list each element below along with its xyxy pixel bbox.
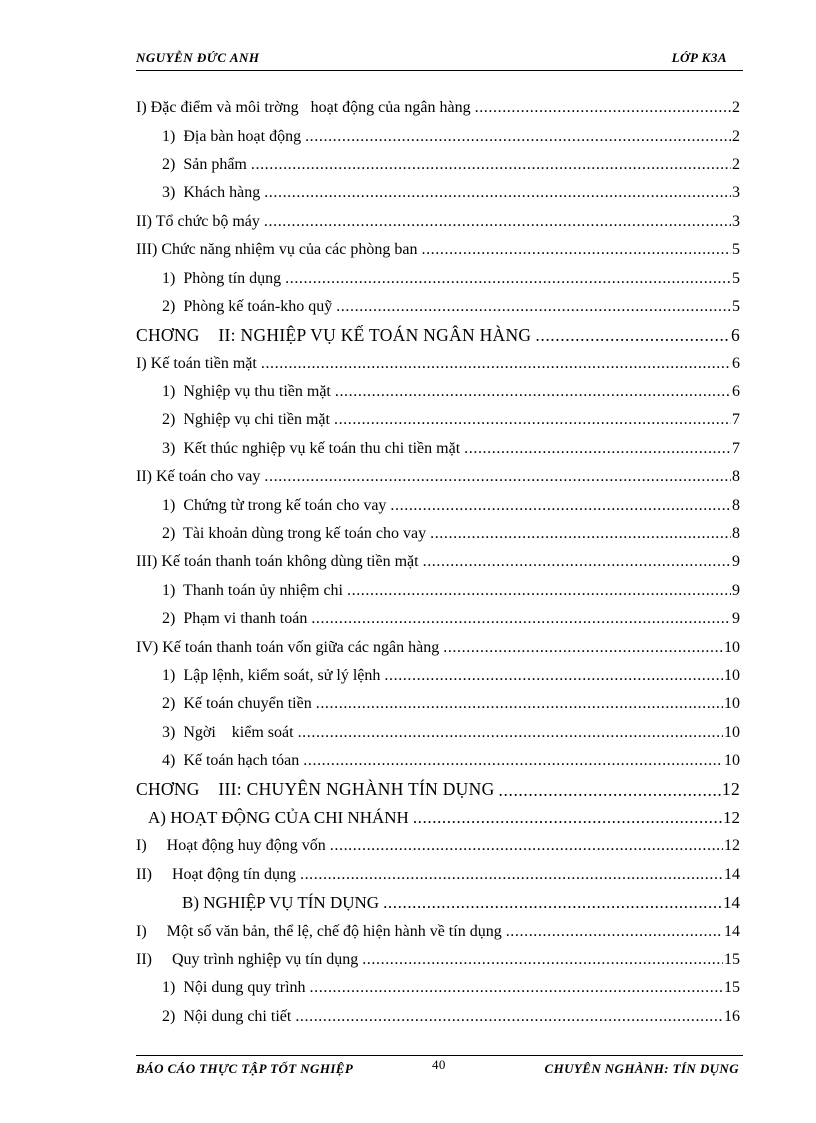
toc-entry (136, 520, 740, 548)
toc-entry-page: 6 (732, 354, 740, 372)
toc-entry-title: II) Quy trình nghiệp vụ tín dụng (136, 950, 359, 968)
toc-entry-page: 10 (724, 752, 740, 770)
toc-entry (136, 1003, 740, 1031)
toc-dot-leader (347, 581, 731, 601)
toc-entry (136, 321, 740, 349)
toc-entry-page: 2 (732, 99, 740, 117)
toc-entry-page: 8 (732, 496, 740, 514)
toc-entry (136, 804, 740, 832)
toc-dot-leader (535, 325, 730, 345)
toc-entry-title: 2) Nội dung chi tiết (162, 1007, 292, 1025)
toc-dot-leader (464, 439, 731, 459)
toc-entry (136, 747, 740, 775)
toc-dot-leader (413, 808, 722, 828)
toc-entry-title: I) Kế toán tiền mặt (136, 354, 257, 372)
toc-entry-title: 2) Phòng kế toán-kho quỹ (162, 297, 333, 315)
toc-dot-leader (311, 609, 731, 629)
toc-dot-leader (390, 496, 731, 516)
toc-entry-page: 16 (724, 1007, 740, 1025)
toc-entry (136, 293, 740, 321)
toc-entry-page: 10 (724, 723, 740, 741)
toc-entry-page: 10 (724, 695, 740, 713)
toc-entry (136, 889, 740, 917)
toc-entry-title: 2) Kế toán chuyển tiền (162, 695, 312, 713)
toc-entry-title: 1) Nghiệp vụ thu tiền mặt (162, 383, 331, 401)
toc-dot-leader (334, 410, 731, 430)
toc-entry-page: 8 (732, 468, 740, 486)
toc-entry-page: 6 (732, 383, 740, 401)
toc-entry-title: 2) Sản phẩm (162, 155, 247, 173)
toc-dot-leader (251, 155, 731, 175)
toc-dot-leader (475, 98, 731, 118)
toc-entry-page: 9 (732, 553, 740, 571)
toc-dot-leader (362, 950, 723, 970)
toc-entry-page: 9 (732, 610, 740, 628)
toc-entry-page: 10 (724, 667, 740, 684)
toc-entry (136, 917, 740, 945)
toc-entry-page: 15 (724, 950, 740, 968)
toc-entry (136, 122, 740, 150)
toc-dot-leader (298, 723, 723, 743)
page-header (136, 48, 743, 71)
toc-entry-title: 1) Chứng từ trong kế toán cho vay (162, 496, 387, 514)
toc-dot-leader (443, 638, 723, 658)
toc-entry-page: 7 (732, 439, 740, 457)
toc-entry (136, 264, 740, 292)
toc-dot-leader (310, 978, 723, 998)
toc-dot-leader (335, 382, 731, 402)
toc-dot-leader (264, 467, 731, 487)
toc-entry-page: 5 (732, 297, 740, 315)
toc-entry (136, 406, 740, 434)
toc-entry (136, 94, 740, 122)
toc-entry-title: III) Chức năng nhiệm vụ của các phòng ban (136, 241, 418, 259)
toc-entry-page: 15 (724, 979, 740, 997)
toc-entry (136, 719, 740, 747)
toc-entry-title: 1) Lập lệnh, kiểm soát, sử lý lệnh (162, 667, 381, 684)
toc-entry-title: 3) Ngời kiểm soát (162, 723, 294, 741)
toc-entry (136, 775, 740, 803)
toc-entry-page: 10 (724, 638, 740, 656)
toc-entry (136, 491, 740, 519)
toc-entry-page: 2 (732, 127, 740, 145)
toc-dot-leader (499, 780, 721, 800)
toc-entry-page: 14 (723, 893, 740, 913)
toc-entry (136, 605, 740, 633)
page-footer (136, 1055, 743, 1078)
toc-entry-title: 3) Khách hàng (162, 184, 261, 202)
footer-report-title: BÁO CÁO THỰC TẬP TỐT NGHIỆP (136, 1061, 354, 1076)
toc-entry-page: 5 (732, 269, 740, 287)
toc-entry-title: A) HOẠT ĐỘNG CỦA CHI NHÁNH (148, 807, 409, 827)
toc-entry-title: I) Đặc điểm và môi trờng hoạt động của ngân hàng (136, 99, 471, 117)
toc-entry-title: CHƠNG III: CHUYÊN NGHÀNH TÍN DỤNG (136, 779, 495, 800)
toc-entry-page: 3 (732, 212, 740, 230)
toc-entry-page: 7 (732, 411, 740, 429)
toc-entry-page: 2 (732, 155, 740, 173)
toc-entry-title: 2) Tài khoản dùng trong kế toán cho vay (162, 525, 427, 543)
toc-entry-title: 1) Phòng tín dụng (162, 269, 282, 287)
toc-entry (136, 463, 740, 491)
toc-dot-leader (264, 212, 731, 232)
toc-entry-title: I) Hoạt động huy động vốn (136, 837, 326, 855)
toc-entry-page: 12 (724, 837, 740, 855)
toc-entry (136, 577, 740, 605)
toc-entry (136, 435, 740, 463)
toc-entry (136, 236, 740, 264)
toc-entry-title: 1) Nội dung quy trình (162, 979, 306, 997)
toc-entry-page: 12 (721, 779, 740, 800)
toc-entry-title: 3) Kết thúc nghiệp vụ kế toán thu chi tiền mặt (162, 439, 461, 457)
header-class: LỚP K3A (671, 50, 727, 65)
toc-entry-title: B) NGHIỆP VỤ TÍN DỤNG (148, 893, 380, 913)
toc-entry-title: 2) Phạm vi thanh toán (162, 610, 308, 628)
toc-entry-title: II) Kế toán cho vay (136, 468, 261, 486)
toc-entry-title: 2) Nghiệp vụ chi tiền mặt (162, 411, 330, 429)
toc-entry-title: II) Hoạt động tín dụng (136, 865, 296, 883)
toc-entry (136, 633, 740, 661)
footer-major: CHUYÊN NGHÀNH: TÍN DỤNG (544, 1061, 739, 1076)
toc-dot-leader (506, 922, 723, 942)
toc-entry (136, 662, 740, 690)
toc-entry (136, 350, 740, 378)
toc-entry (136, 179, 740, 207)
toc-entry-page: 9 (732, 581, 740, 599)
toc-entry-title: IV) Kế toán thanh toán vốn giữa các ngân hàng (136, 638, 440, 656)
toc-entry (136, 861, 740, 889)
toc-entry-page: 6 (730, 324, 740, 345)
toc-dot-leader (330, 836, 723, 856)
toc-entry-page: 14 (724, 922, 740, 940)
toc-entry (136, 548, 740, 576)
toc-entry (136, 946, 740, 974)
toc-entry-page: 3 (732, 184, 740, 202)
toc-entry (136, 690, 740, 718)
toc-dot-leader (300, 865, 723, 885)
toc-dot-leader (316, 694, 723, 714)
toc-dot-leader (423, 552, 731, 572)
toc-dot-leader (421, 240, 731, 260)
toc-entry-title: I) Một số văn bản, thể lệ, chế độ hiện hành về tín dụng (136, 922, 502, 940)
toc-entry (136, 378, 740, 406)
toc-entry-title: II) Tổ chức bộ máy (136, 212, 260, 230)
toc-dot-leader (264, 183, 731, 203)
toc-entry-title: CHƠNG II: NGHIỆP VỤ KẾ TOÁN NGÂN HÀNG (136, 324, 532, 345)
toc-entry (136, 208, 740, 236)
toc-entry-title: 1) Thanh toán ủy nhiệm chi (162, 581, 343, 599)
toc-dot-leader (383, 893, 722, 913)
toc-entry-page: 8 (732, 525, 740, 543)
toc-entry (136, 974, 740, 1002)
toc-entry (136, 832, 740, 860)
toc-dot-leader (285, 269, 731, 289)
toc-dot-leader (303, 751, 723, 771)
toc-dot-leader (336, 297, 731, 317)
page-number: 40 (432, 1057, 446, 1072)
toc-dot-leader (261, 354, 731, 374)
toc-entry-title: 4) Kế toán hạch tóan (162, 752, 300, 770)
header-author: NGUYỄN ĐỨC ANH (136, 50, 260, 65)
toc-entry-page: 12 (723, 807, 740, 827)
toc-entry-page: 14 (724, 865, 740, 883)
toc-dot-leader (430, 524, 731, 544)
toc-entry-page: 5 (732, 241, 740, 259)
toc-entry-title: III) Kế toán thanh toán không dùng tiền mặt (136, 553, 419, 571)
toc-dot-leader (384, 666, 723, 686)
table-of-contents (136, 94, 740, 1031)
toc-entry (136, 151, 740, 179)
toc-entry-title: 1) Địa bàn hoạt động (162, 127, 302, 145)
toc-dot-leader (295, 1007, 723, 1027)
toc-dot-leader (305, 127, 731, 147)
